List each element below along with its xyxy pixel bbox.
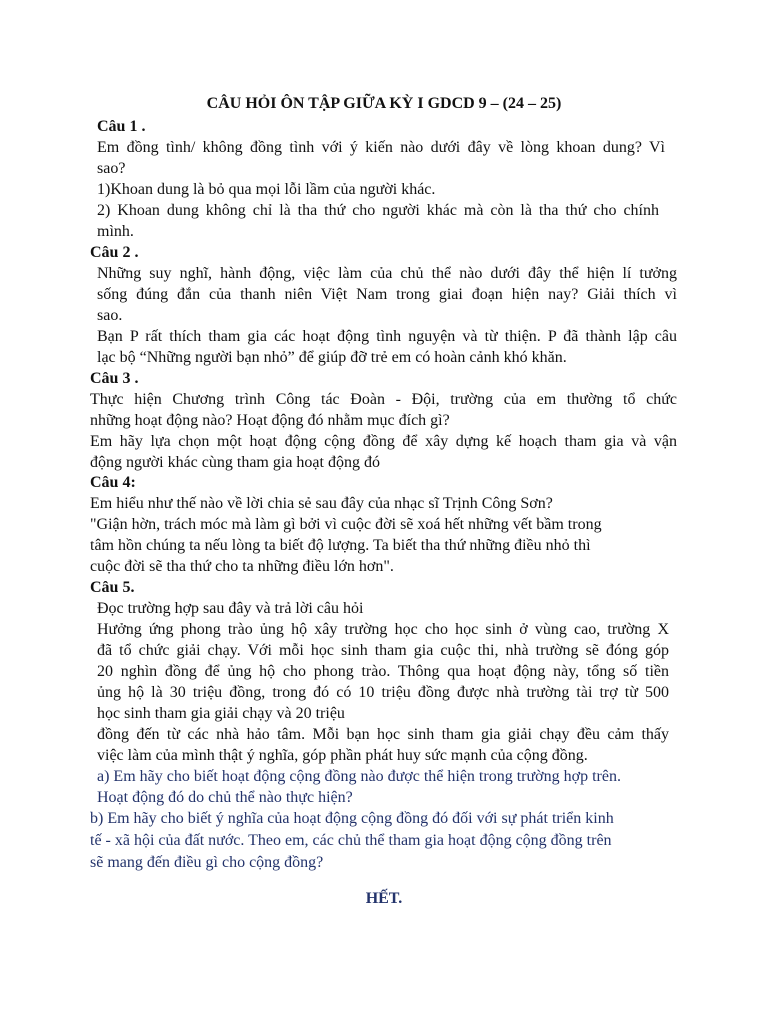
question-5-line: Hưởng ứng phong trào ủng hộ xây trường học cho học sinh ở vùng cao, trường X [97,621,669,638]
question-5-part-b: b) Em hãy cho biết ý nghĩa của hoạt động cộng đồng đó đối với sự phát triển kinh [90,810,614,827]
question-1-line: sao? [97,160,126,177]
question-3-line: những hoạt động nào? Hoạt động đó nhằm mục đích gì? [90,412,450,429]
question-4-quote-line: tâm hồn chúng ta nếu lòng ta biết độ lượng. Ta biết tha thứ những điều nhỏ thì [90,537,591,554]
question-5-line: 20 nghìn đồng để ủng hộ cho phong trào. Thông qua hoạt động này, tổng số tiền [97,663,669,680]
question-1-line: 1)Khoan dung là bỏ qua mọi lỗi lầm của người khác. [97,181,436,198]
question-2-heading: Câu 2 . [90,244,139,261]
question-5-line: việc làm của mình thật ý nghĩa, góp phần phát huy sức mạnh của cộng đồng. [97,747,588,764]
question-4-quote-line: cuộc đời sẽ tha thứ cho ta những điều lớn hơn". [90,558,394,575]
question-2-line: sao. [97,307,123,324]
question-5-heading: Câu 5. [90,579,135,596]
question-1-heading: Câu 1 . [97,118,146,135]
question-5-line: đồng đến từ các nhà hảo tâm. Mỗi bạn học sinh tham gia giải chạy đều cảm thấy [97,726,669,743]
question-1-line: mình. [97,223,134,240]
question-2-line: lạc bộ “Những người bạn nhỏ” để giúp đỡ trẻ em có hoàn cảnh khó khăn. [97,349,567,366]
question-3-line: Thực hiện Chương trình Công tác Đoàn - Đội, trường của em thường tổ chức [90,391,677,408]
end-marker: HẾT. [365,890,403,907]
question-5-line: ủng hộ là 30 triệu đồng, trong đó có 10 triệu đồng được nhà trường tài trợ từ 500 [97,684,669,701]
question-5-part-b: sẽ mang đến điều gì cho cộng đồng? [90,854,324,871]
question-4-heading: Câu 4: [90,474,136,491]
question-3-heading: Câu 3 . [90,370,139,387]
question-5-line: học sinh tham gia giải chạy và 20 triệu [97,705,345,722]
question-2-line: sống đúng đắn của thanh niên Việt Nam trong giai đoạn hiện nay? Giải thích vì [97,286,677,303]
question-4-line: Em hiểu như thế nào về lời chia sẻ sau đây của nhạc sĩ Trịnh Công Sơn? [90,495,553,512]
question-5-line: đã tổ chức giải chạy. Với mỗi học sinh tham gia cuộc thi, nhà trường sẽ đóng góp [97,642,669,659]
question-5-line: Đọc trường hợp sau đây và trả lời câu hỏi [97,600,364,617]
document-title: CÂU HỎI ÔN TẬP GIỮA KỲ I GDCD 9 – (24 – 25) [206,95,562,112]
question-1-line: 2) Khoan dung không chỉ là tha thứ cho người khác mà còn là tha thứ cho chính [97,202,659,219]
question-5-part-b: tế - xã hội của đất nước. Theo em, các chủ thể tham gia hoạt động cộng đồng trên [90,832,612,849]
question-5-part-a: Hoạt động đó do chủ thể nào thực hiện? [97,789,353,806]
question-2-line: Những suy nghĩ, hành động, việc làm của chủ thể nào dưới đây thể hiện lí tưởng [97,265,677,282]
question-2-line: Bạn P rất thích tham gia các hoạt động tình nguyện và từ thiện. P đã thành lập câu [97,328,677,345]
question-3-line: Em hãy lựa chọn một hoạt động cộng đồng để xây dựng kế hoạch tham gia và vận [90,433,677,450]
question-3-line: động người khác cùng tham gia hoạt động đó [90,454,380,471]
question-4-quote-line: "Giận hờn, trách móc mà làm gì bởi vì cuộc đời sẽ xoá hết những vết bầm trong [90,516,602,533]
question-1-line: Em đồng tình/ không đồng tình với ý kiến nào dưới đây về lòng khoan dung? Vì [97,139,665,156]
question-5-part-a: a) Em hãy cho biết hoạt động cộng đồng nào được thể hiện trong trường hợp trên. [97,768,621,785]
